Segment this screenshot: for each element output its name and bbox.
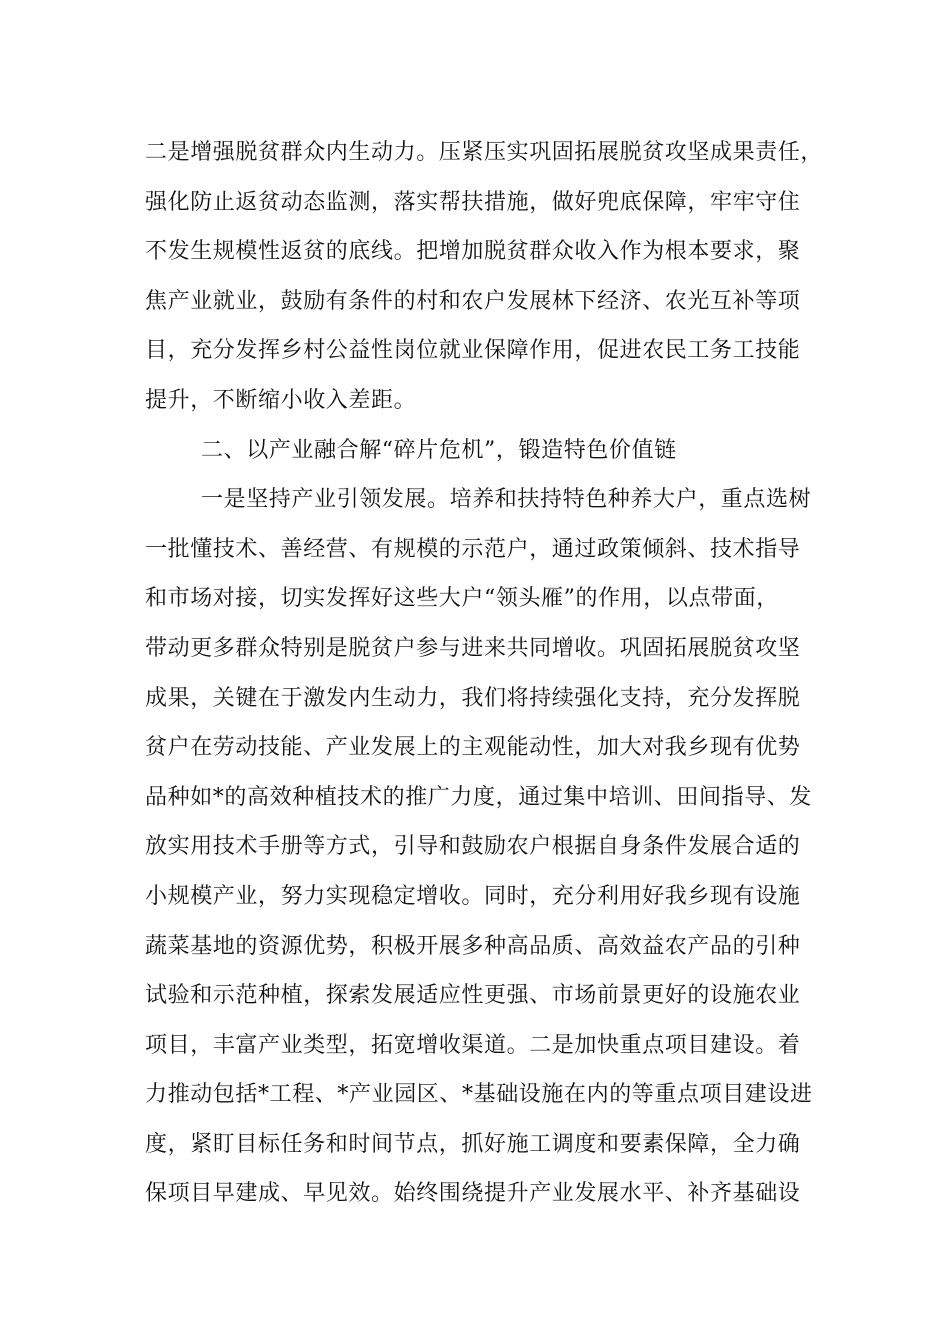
body-text-line: 贫户在劳动技能、产业发展上的主观能动性，加大对我乡现有优势 xyxy=(145,735,801,761)
body-text-line: 试验和示范种植，探索发展适应性更强、市场前景更好的设施农业 xyxy=(145,983,801,1009)
body-text-line: 和市场对接，切实发挥好这些大户“领头雁”的作用，以点带面， xyxy=(145,586,779,612)
body-text-line: 二是增强脱贫群众内生动力。压紧压实巩固拓展脱贫攻坚成果责任， xyxy=(145,140,824,165)
body-text-line: 蔬菜基地的资源优势，积极开展多种高品质、高效益农产品的引种 xyxy=(145,933,801,959)
body-text-line: 保项目早建成、早见效。始终围绕提升产业发展水平、补齐基础设 xyxy=(145,1181,801,1207)
body-text-line: 力推动包括*工程、*产业园区、*基础设施在内的等重点项目建设进 xyxy=(145,1082,813,1108)
body-text-line: 项目，丰富产业类型，拓宽增收渠道。二是加快重点项目建设。着 xyxy=(145,1032,801,1058)
paragraph-first-line: 一是坚持产业引领发展。培养和扶持特色种养大户，重点选树 xyxy=(201,487,812,513)
body-text-line: 度，紧盯目标任务和时间节点，抓好施工调度和要素保障，全力确 xyxy=(145,1131,801,1157)
body-text-line: 一批懂技术、善经营、有规模的示范户，通过政策倾斜、技术指导 xyxy=(145,536,801,562)
body-text-line: 不发生规模性返贫的底线。把增加脱贫群众收入作为根本要求，聚 xyxy=(145,239,801,265)
section-heading: 二、以产业融合解“碎片危机”，锻造特色价值链 xyxy=(201,437,677,463)
body-text-line: 带动更多群众特别是脱贫户参与进来共同增收。巩固拓展脱贫攻坚 xyxy=(145,635,801,661)
body-text-line: 小规模产业，努力实现稳定增收。同时，充分利用好我乡现有设施 xyxy=(145,883,801,909)
body-text-line: 品种如*的高效种植技术的推广力度，通过集中培训、田间指导、发 xyxy=(145,784,813,810)
body-text-line: 目，充分发挥乡村公益性岗位就业保障作用，促进农民工务工技能 xyxy=(145,338,801,364)
body-text-line: 提升，不断缩小收入差距。 xyxy=(145,387,417,413)
document-body xyxy=(145,128,824,1219)
body-text-line: 焦产业就业，鼓励有条件的村和农户发展林下经济、农光互补等项 xyxy=(145,288,801,314)
body-text-line: 强化防止返贫动态监测，落实帮扶措施，做好兜底保障，牢牢守住 xyxy=(145,189,801,215)
body-text-line: 放实用技术手册等方式，引导和鼓励农户根据自身条件发展合适的 xyxy=(145,834,801,860)
body-text-line: 成果，关键在于激发内生动力，我们将持续强化支持，充分发挥脱 xyxy=(145,685,801,711)
